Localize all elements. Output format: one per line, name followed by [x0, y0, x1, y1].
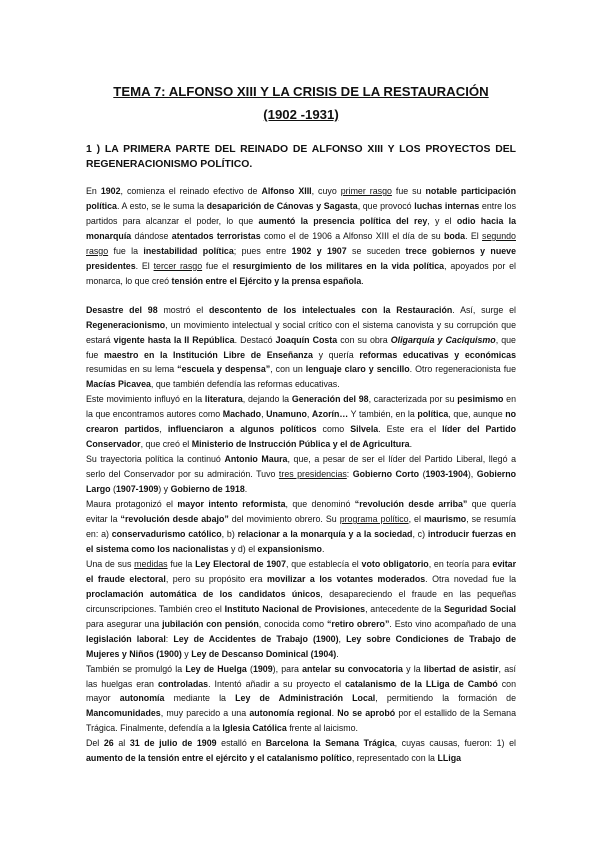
text-run: boda	[443, 230, 466, 241]
text-run: , permitiendo la formación de	[375, 693, 517, 704]
document-title: TEMA 7: ALFONSO XIII Y LA CRISIS DE LA RESTAURACIÓN	[113, 84, 489, 99]
text-run: .	[409, 439, 413, 450]
text-run: maurismo	[423, 514, 467, 525]
text-run: Instituto Nacional de Provisiones	[224, 603, 366, 614]
text-run: odio hacia la monarquía	[86, 215, 516, 241]
text-run: libertad de asistir	[423, 663, 499, 674]
paragraph-ley-electoral	[86, 557, 516, 662]
text-run: y d) el	[228, 543, 258, 554]
text-run: Una de sus	[86, 558, 135, 569]
text-run: Macías Picavea	[86, 379, 151, 390]
text-run: :	[165, 633, 174, 644]
text-run: (	[110, 484, 116, 495]
text-run: ,	[338, 633, 347, 644]
text-run: (	[246, 663, 253, 674]
text-run: , y el	[427, 215, 457, 226]
text-run: Azorín…	[311, 409, 349, 420]
text-run: Machado	[222, 409, 262, 420]
text-run: . El	[135, 260, 154, 271]
text-run: Joaquín Costa	[275, 334, 338, 345]
text-run: maestro en la Institución Libre de Enseñanza	[103, 349, 313, 360]
text-run: tensión entre el Ejército y la prensa española	[171, 275, 362, 286]
text-run: , así las huelgas eran	[86, 663, 517, 689]
paragraph-semana-tragica	[86, 736, 516, 766]
text-run: , apoyados por el monarca, lo que creó	[86, 260, 516, 286]
text-run: en la que encontramos autores como	[86, 394, 517, 420]
text-run: Generación del 98	[291, 394, 369, 405]
text-run: Ley de Accidentes de Trabajo (1900)	[173, 633, 339, 644]
text-run: ,	[306, 409, 312, 420]
paragraph-ley-huelga	[86, 662, 516, 737]
text-run: Ley de Administración Local	[235, 693, 376, 704]
text-run: programa político	[339, 514, 409, 525]
text-run: y la	[402, 663, 424, 674]
text-run: , pero su propósito era	[165, 573, 268, 584]
text-run: ),	[467, 469, 477, 480]
text-run: inestabilidad política	[143, 245, 234, 256]
text-run: 26	[103, 738, 114, 749]
text-run: fue su	[391, 186, 426, 196]
text-run: .	[336, 648, 339, 659]
paragraph-literatura	[86, 392, 516, 452]
text-run: relacionar a la monarquía y a la sociedad	[237, 528, 413, 539]
text-run: , que también defendía las reformas educativas.	[150, 379, 340, 390]
text-run: literatura	[204, 394, 243, 405]
text-run: frente al laicismo.	[286, 723, 359, 734]
text-run: , cuyas causas, fueron: 1) el	[394, 738, 516, 749]
text-run: . Otro regeneracionista fue	[409, 364, 516, 375]
text-run: aumentó la presencia política del rey	[258, 215, 428, 226]
text-run: Maura protagonizó el	[86, 499, 178, 510]
text-run: , cuyo	[311, 186, 341, 196]
paragraph-maurismo	[86, 497, 516, 557]
text-run: .	[331, 708, 338, 719]
text-run: lenguaje claro y sencillo	[305, 364, 410, 375]
text-run: autonomía regional	[249, 708, 332, 719]
text-run: .	[321, 543, 325, 554]
text-run: legislación laboral	[86, 633, 166, 644]
text-run: reformas educativas y económicas	[359, 349, 516, 360]
text-run: LLiga	[437, 753, 462, 764]
text-run: , b)	[221, 528, 238, 539]
text-run: Unamuno	[266, 409, 307, 420]
text-run: segundo rasgo	[86, 230, 516, 256]
text-run: fue la	[108, 245, 144, 256]
paragraph-regeneracionismo	[86, 303, 516, 393]
text-run: , c)	[412, 528, 428, 539]
text-run: no crearon partidos	[86, 409, 516, 435]
text-run: mayor intento reformista	[177, 499, 286, 510]
text-run: Ministerio de Instrucción Pública y el de Agricultura	[191, 439, 410, 450]
text-run: y quería	[312, 349, 360, 360]
text-run: entre los partidos para alcanzar el poder, lo que	[86, 200, 516, 226]
text-run: y	[181, 648, 192, 659]
text-run: voto obligatorio	[361, 558, 429, 569]
text-run: ,	[159, 424, 168, 435]
text-run: , que, aunque	[448, 409, 506, 420]
text-run: con su obra	[337, 334, 391, 345]
text-run: ,	[261, 409, 267, 420]
text-run: Oligarquía y Caciquismo	[390, 334, 496, 345]
text-run: 1902 y 1907	[291, 245, 347, 256]
text-run: , que denominó	[285, 499, 355, 510]
paragraph-reign-intro	[86, 184, 516, 289]
text-run: . A esto, se le suma la	[116, 200, 207, 211]
text-run: atentados terroristas	[171, 230, 261, 241]
text-run: “escuela y despensa”	[177, 364, 271, 375]
text-run: .	[361, 275, 364, 286]
text-run: (	[419, 469, 426, 480]
text-run: . Intentó añadir a su proyecto el	[208, 678, 346, 689]
text-run: . El	[465, 230, 483, 241]
text-run: mediante la	[164, 693, 236, 704]
text-run: resurgimiento de los militares en la vida política	[232, 260, 445, 271]
text-run: dándose	[131, 230, 172, 241]
text-run: Ley de Huelga	[185, 663, 247, 674]
text-run: introducir fuerzas en el sistema como los nacionalistas	[86, 528, 516, 554]
text-run: ; pues entre	[233, 245, 292, 256]
text-run: , desapareciendo el fraude en las pequeñas circunscripciones. También creo el	[86, 588, 516, 614]
text-run: , con un	[270, 364, 306, 375]
text-run: jubilación con pensión	[162, 618, 259, 629]
text-run: como el de 1906 a Alfonso XIII el día de su	[260, 230, 444, 241]
text-run: tres presidencias	[278, 469, 347, 480]
text-run: , comienza el reinado efectivo de	[120, 186, 262, 196]
text-run: con mayor	[86, 678, 517, 704]
text-run: , caracterizada por su	[368, 394, 458, 405]
text-run: se suceden	[346, 245, 406, 256]
text-run: Mancomunidades	[86, 708, 161, 719]
text-run: “retiro obrero”	[327, 618, 390, 629]
section-heading-1: 1 ) LA PRIMERA PARTE DEL REINADO DE ALFONSO XIII Y LOS PROYECTOS DEL REGENERACIONISMO POLÍTICO.	[86, 144, 516, 170]
text-run: descontento de los intelectuales con la Restauración	[209, 304, 453, 315]
text-run: :	[346, 469, 353, 480]
text-run: No se aprobó	[337, 708, 396, 719]
text-run: vigente hasta la II República	[113, 334, 235, 345]
text-run: Antonio Maura	[224, 454, 288, 465]
text-run: autonomía	[119, 693, 165, 704]
text-run: notable participación política	[86, 186, 516, 211]
paragraph-maura	[86, 452, 516, 497]
text-run: Gobierno de 1918	[170, 484, 245, 495]
text-run: desaparición de Cánovas y Sagasta	[206, 200, 358, 211]
text-run: , conocida como	[258, 618, 327, 629]
text-run: , antecedente de la	[365, 603, 444, 614]
text-run: como	[316, 424, 351, 435]
text-run: fue la	[167, 558, 196, 569]
text-run: , que creó el	[140, 439, 192, 450]
text-run: Barcelona la Semana Trágica	[265, 738, 395, 749]
text-run: trece gobiernos y nueve presidentes	[86, 245, 516, 271]
text-run: También se promulgó la	[86, 663, 186, 674]
text-run: al	[113, 738, 130, 749]
text-run: “revolución desde arriba”	[354, 499, 468, 510]
text-run: 1907-1909	[115, 484, 159, 495]
text-run: aumento de la tensión entre el ejército y el catalanismo político	[86, 753, 352, 764]
text-run: 31 de julio de 1909	[129, 738, 217, 749]
text-run: Del	[86, 738, 104, 749]
text-run: fue el	[202, 260, 233, 271]
text-run: Silvela	[350, 424, 379, 435]
text-run: Seguridad Social	[443, 603, 516, 614]
text-run: . Destacó	[234, 334, 276, 345]
text-run: Desastre del 98	[86, 304, 158, 315]
text-run: 1902	[100, 186, 121, 196]
text-run: proclamación automática de los candidatos únicos	[86, 588, 321, 599]
text-run: Regeneracionismo	[86, 319, 166, 330]
text-run: , dejando la	[242, 394, 292, 405]
document-title-years: (1902 -1931)	[263, 107, 339, 122]
text-run: . Otra novedad fue la	[425, 573, 516, 584]
text-run: Su trayectoria política la continuó	[86, 454, 225, 465]
text-run: que quería evitar la	[86, 499, 516, 525]
text-run: política	[417, 409, 449, 420]
text-run: . Así, surge el	[452, 304, 516, 315]
text-run: , muy parecido a una	[160, 708, 250, 719]
text-run: Ley sobre Condiciones de Trabajo de Mujeres y Niños (1900)	[86, 633, 516, 659]
text-run: , un movimiento intelectual y social crítico con el sistema canovista y su corrupción que estará	[86, 319, 516, 345]
text-run: ), para	[272, 663, 303, 674]
text-run: ) y	[158, 484, 171, 495]
text-run: Gobierno Largo	[86, 469, 516, 495]
text-run: líder del Partido Conservador	[86, 424, 516, 450]
text-run: Gobierno Corto	[352, 469, 420, 480]
text-run: 1903-1904	[425, 469, 468, 480]
text-run: , que provocó	[357, 200, 415, 211]
text-run: , que, a pesar de ser el líder del Partido Liberal, llegó a serlo del Conservador por su admiración. Tuvo	[86, 454, 516, 480]
text-run: , que fue	[86, 334, 516, 360]
text-run: influenciaron a algunos políticos	[167, 424, 317, 435]
text-run: Este movimiento influyó en la	[86, 394, 205, 405]
text-run: tercer rasgo	[153, 260, 203, 271]
document-page	[86, 82, 516, 766]
text-run: Iglesia Católica	[222, 723, 287, 734]
text-run: primer rasgo	[340, 186, 392, 196]
text-run: Ley de Descanso Dominical (1904)	[191, 648, 337, 659]
text-run: estalló en	[216, 738, 266, 749]
text-run: para asegurar una	[86, 618, 163, 629]
text-run: 1909	[252, 663, 273, 674]
text-run: “revolución desde abajo”	[120, 514, 229, 525]
text-run: Y también, en la	[348, 409, 418, 420]
text-run: , que establecía el	[286, 558, 362, 569]
text-run: catalanismo de la LLiga de Cambó	[345, 678, 498, 689]
text-run: , el	[408, 514, 424, 525]
text-run: expansionismo	[257, 543, 322, 554]
text-run: pesimismo	[457, 394, 504, 405]
text-run: .	[244, 484, 248, 495]
text-run: antelar su convocatoria	[302, 663, 403, 674]
text-run: . Esto vino acompañado de una	[389, 618, 516, 629]
text-run: Alfonso XIII	[261, 186, 312, 196]
text-run: del movimiento obrero. Su	[228, 514, 340, 525]
text-run: evitar el fraude electoral	[86, 558, 517, 584]
text-run: Ley Electoral de 1907	[195, 558, 287, 569]
text-run: medidas	[134, 558, 168, 569]
text-run: , se resumía en: a)	[86, 514, 516, 539]
text-run: mostró el	[157, 304, 209, 315]
text-run: . Este era el	[378, 424, 443, 435]
text-run: resumidas en su lema	[86, 364, 178, 375]
text-run: En	[86, 186, 101, 196]
text-run: , en teoría para	[428, 558, 493, 569]
text-run: , representado con la	[351, 753, 438, 764]
text-run: controladas	[157, 678, 209, 689]
text-run: movilizar a los votantes moderados	[267, 573, 426, 584]
text-run: luchas internas	[414, 200, 480, 211]
text-run: por el estallido de la Semana Trágica. Finalmente, defendía a la	[86, 708, 516, 734]
text-run: conservadurismo católico	[111, 528, 222, 539]
